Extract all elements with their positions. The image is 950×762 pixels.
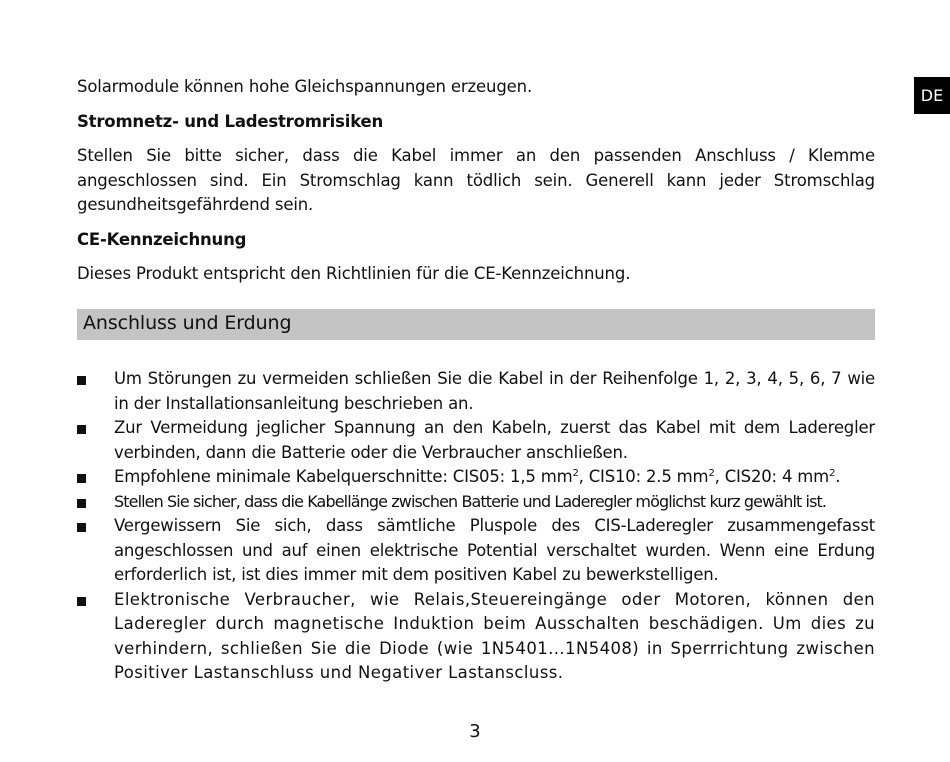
grid-risk-text: Stellen Sie bitte sicher, dass die Kabel immer an den passenden Anschluss / Klemme angeschlossen sind. Ein Stromschlag kann tödlich sein. Generell kann jeder Stromschlag gesundheitsgefährdend sein. (77, 146, 875, 214)
square-bullet-icon (77, 490, 89, 515)
cable-section-text: Empfohlene minimale Kabelquerschnitte: CIS05: 1,5 mm (114, 467, 573, 486)
list-item-text: Elektronische Verbraucher, wie Relais,Steuereingänge oder Motoren, können den Laderegler durch magnetische Induktion beim Ausschalten beschädigen. Um dies zu verhindern, schließen Sie die Diode (wie 1N5401...1N5408) in Sperrrichtung zwischen Positiver Lastanschluss und Negativer Lastanscluss. (114, 589, 875, 682)
square-bullet-icon (77, 514, 89, 539)
list-item (77, 514, 875, 588)
list-item (77, 588, 875, 686)
ce-heading: CE-Kennzeichnung (77, 229, 247, 249)
superscript-two: 2 (829, 468, 836, 479)
list-item (77, 367, 875, 416)
list-item-text (114, 467, 840, 486)
cable-section-text: , CIS20: 4 mm (714, 467, 830, 486)
list-item (77, 465, 875, 490)
superscript-two: 2 (708, 468, 715, 479)
section-title: Anschluss und Erdung (83, 312, 292, 334)
ce-text: Dieses Produkt entspricht den Richtlinien für die CE-Kennzeichnung. (77, 264, 631, 283)
square-bullet-icon (77, 367, 89, 392)
list-item (77, 416, 875, 465)
superscript-two: 2 (572, 468, 579, 479)
list-item (77, 490, 875, 515)
square-bullet-icon (77, 416, 89, 441)
language-tab: DE (914, 77, 950, 114)
cable-section-text: , CIS10: 2.5 mm (578, 467, 709, 486)
connection-bullet-list (77, 367, 875, 686)
cable-section-text: . (835, 467, 841, 486)
page-number: 3 (469, 721, 481, 742)
square-bullet-icon (77, 588, 89, 613)
square-bullet-icon (77, 465, 89, 490)
grid-risk-heading: Stromnetz- und Ladestromrisiken (77, 111, 384, 131)
intro-line: Solarmodule können hohe Gleichspannungen erzeugen. (77, 77, 533, 96)
list-item-text: Vergewissern Sie sich, dass sämtliche Pluspole des CIS-Laderegler zusammengefasst angeschlossen und auf einen elektrische Potential verschaltet wurden. Wenn eine Erdung erforderlich ist, ist dies immer mit dem positiven Kabel zu bewerkstelligen. (114, 516, 875, 584)
safety-text-block (77, 75, 875, 287)
list-item-text: Stellen Sie sicher, dass die Kabellänge zwischen Batterie und Laderegler möglichst kurz gewählt ist. (114, 491, 827, 511)
list-item-text: Zur Vermeidung jeglicher Spannung an den Kabeln, zuerst das Kabel mit dem Laderegler verbinden, dann die Batterie oder die Verbraucher anschließen. (114, 418, 875, 462)
list-item-text: Um Störungen zu vermeiden schließen Sie die Kabel in der Reihenfolge 1, 2, 3, 4, 5, 6, 7 wie in der Installationsanleitung beschrieben an. (114, 369, 875, 413)
section-title-bar (77, 309, 875, 340)
